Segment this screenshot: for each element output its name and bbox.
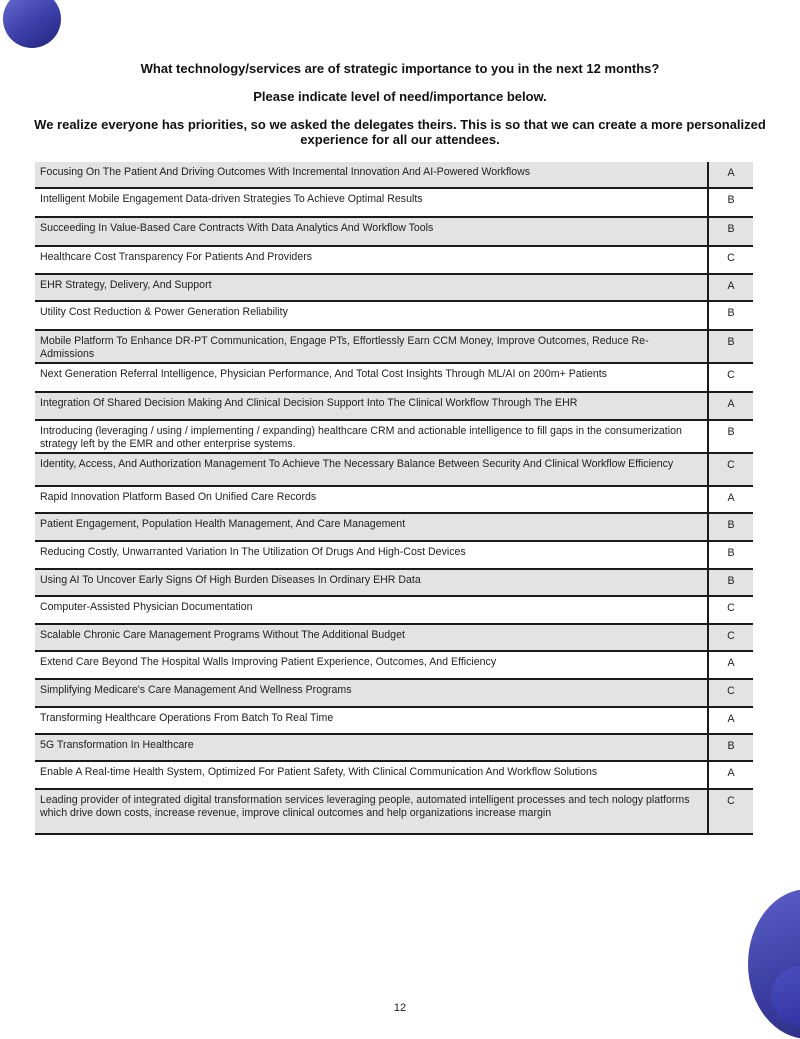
table-row [35,514,753,542]
table-row [35,302,753,331]
importance-level-cell: C [727,630,735,642]
importance-level-cell: A [727,398,735,410]
table-row [35,597,753,625]
table-row [35,247,753,275]
importance-level-cell: C [727,602,735,614]
topic-cell: Rapid Innovation Platform Based On Unified Care Records [35,487,709,512]
topic-cell: Next Generation Referral Intelligence, Physician Performance, And Total Cost Insights Through ML/AI on 200m+ Patients [35,364,709,391]
table-row [35,393,753,421]
topic-cell: Healthcare Cost Transparency For Patients And Providers [35,247,709,273]
importance-level-cell: C [727,252,735,264]
table-row [35,218,753,247]
survey-question: What technology/services are of strategic importance to you in the next 12 months? [140,61,660,76]
table-row [35,542,753,570]
importance-level-cell: C [727,369,735,381]
topic-cell: Focusing On The Patient And Driving Outcomes With Incremental Innovation And AI-Powered Workflows [35,162,709,187]
topic-cell: Identity, Access, And Authorization Management To Achieve The Necessary Balance Between Security And Clinical Workflow Efficiency [35,454,709,485]
table-row [35,625,753,652]
topic-cell: Succeeding In Value-Based Care Contracts With Data Analytics And Workflow Tools [35,218,709,245]
topic-cell: Extend Care Beyond The Hospital Walls Improving Patient Experience, Outcomes, And Efficiency [35,652,709,678]
importance-level-cell: B [727,426,735,438]
topic-cell: Introducing (leveraging / using / implementing / expanding) healthcare CRM and actionable intelligence to fill gaps in the consumerization strategy left by the EMR and other enterprise systems. [35,421,709,452]
topic-cell: Computer-Assisted Physician Documentation [35,597,709,623]
topic-cell: Reducing Costly, Unwarranted Variation In The Utilization Of Drugs And High-Cost Devices [35,542,709,568]
decorative-circle-top-left [3,0,61,48]
importance-level-cell: B [727,547,735,559]
topic-cell: 5G Transformation In Healthcare [35,735,709,760]
page-number: 12 [393,1002,407,1014]
importance-level-cell: C [727,685,735,697]
topic-cell: Enable A Real-time Health System, Optimized For Patient Safety, With Clinical Communication And Workflow Solutions [35,762,709,788]
table-row [35,364,753,393]
importance-level-cell: A [727,492,735,504]
importance-level-cell: B [727,194,735,206]
topic-cell: Scalable Chronic Care Management Programs Without The Additional Budget [35,625,709,650]
topic-cell: Simplifying Medicare's Care Management And Wellness Programs [35,680,709,706]
topic-cell: Leading provider of integrated digital transformation services leveraging people, automated intelligent processes and tech nology platforms which drive down costs, increase revenue, improve clinical outcomes and help organizations increase margin [35,790,709,833]
importance-level-cell: B [727,519,735,531]
importance-level-cell: B [727,307,735,319]
importance-level-cell: B [727,223,735,235]
topic-cell: Transforming Healthcare Operations From Batch To Real Time [35,708,709,733]
survey-instruction: Please indicate level of need/importance below. [253,89,547,104]
importance-level-cell: A [727,767,735,779]
importance-level-cell: C [727,459,735,471]
table-row [35,275,753,302]
table-row [35,421,753,454]
table-row [35,735,753,762]
topic-cell: Patient Engagement, Population Health Management, And Care Management [35,514,709,540]
importance-level-cell: B [727,336,735,348]
importance-level-cell: C [727,795,735,807]
table-row [35,487,753,514]
topic-cell: Integration Of Shared Decision Making And Clinical Decision Support Into The Clinical Workflow Through The EHR [35,393,709,419]
table-row [35,762,753,790]
importance-level-cell: A [727,713,735,725]
priorities-table [35,162,753,835]
table-row [35,189,753,218]
topic-cell: Utility Cost Reduction & Power Generation Reliability [35,302,709,329]
importance-level-cell: A [727,657,735,669]
importance-level-cell: B [727,740,735,752]
importance-level-cell: A [727,167,735,179]
table-row [35,162,753,189]
survey-note: We realize everyone has priorities, so we asked the delegates theirs. This is so that we can create a more personalized experience for all our attendees. [34,117,766,147]
importance-level-cell: A [727,280,735,292]
table-row [35,454,753,487]
table-row [35,790,753,835]
topic-cell: Using AI To Uncover Early Signs Of High Burden Diseases In Ordinary EHR Data [35,570,709,595]
table-row [35,652,753,680]
topic-cell: Mobile Platform To Enhance DR-PT Communication, Engage PTs, Effortlessly Earn CCM Money, Improve Outcomes, Reduce Re-Admissions [35,331,709,362]
table-row [35,708,753,735]
topic-cell: Intelligent Mobile Engagement Data-driven Strategies To Achieve Optimal Results [35,189,709,216]
table-row [35,570,753,597]
importance-level-cell: B [727,575,735,587]
topic-cell: EHR Strategy, Delivery, And Support [35,275,709,300]
table-row [35,680,753,708]
table-row [35,331,753,364]
